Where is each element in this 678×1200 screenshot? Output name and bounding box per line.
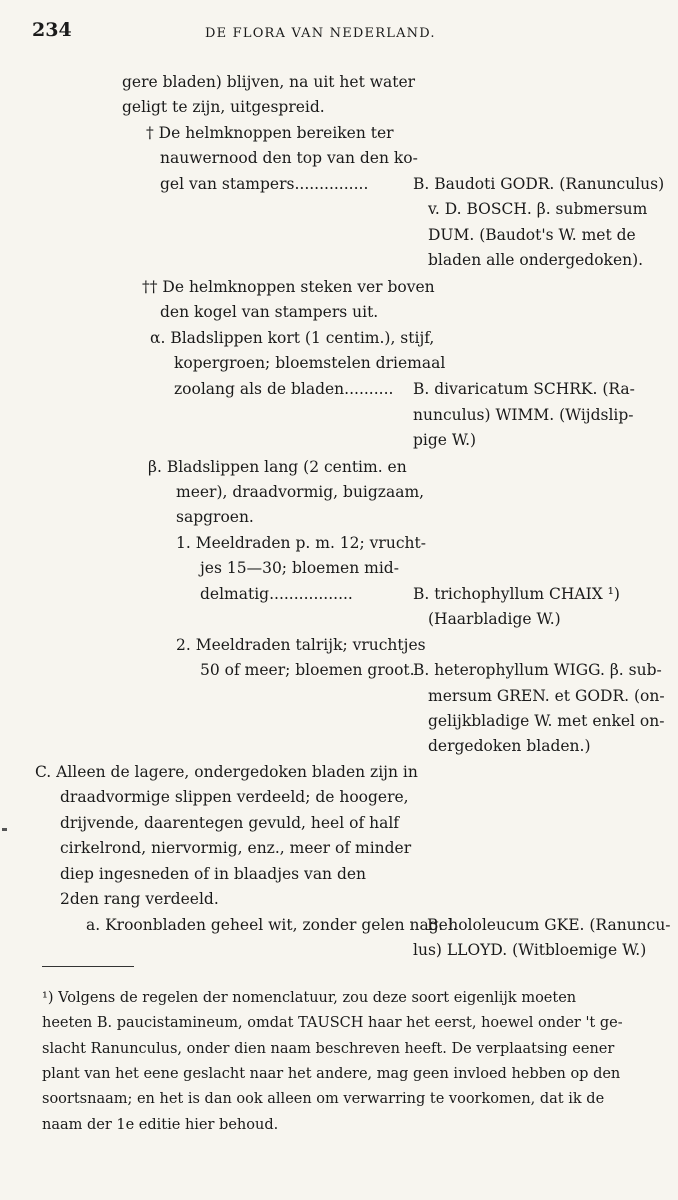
text-line: 50 of meer; bloemen groot. (200, 661, 415, 679)
species-entry: nunculus) WIMM. (Wijdslip- (413, 406, 634, 424)
text-line: sapgroen. (176, 508, 254, 526)
footnote-line: slacht Ranunculus, onder dien naam beschreven heeft. De verplaatsing eener (42, 1041, 615, 1057)
text-line: kopergroen; bloemstelen driemaal (174, 354, 446, 372)
text-line: zoolang als de bladen.......... (174, 380, 394, 398)
footnote-line: heeten B. paucistamineum, omdat TAUSCH haar het eerst, hoewel onder 't ge- (42, 1015, 623, 1031)
text-line: geligt te zijn, uitgespreid. (122, 98, 325, 116)
text-line: den kogel van stampers uit. (160, 303, 379, 321)
text-line: gel van stampers............... (160, 175, 369, 193)
footnote-line: naam der 1e editie hier behoud. (42, 1117, 279, 1133)
species-entry: B. Baudoti GODR. (Ranunculus) (413, 175, 665, 193)
text-line: 2den rang verdeeld. (60, 890, 219, 908)
species-entry: B. heterophyllum WIGG. β. sub- (413, 661, 662, 679)
text-line: meer), draadvormig, buigzaam, (176, 483, 425, 501)
species-entry: pige W.) (413, 431, 477, 449)
text-line: α. Bladslippen kort (1 centim.), stijf, (150, 329, 435, 347)
text-line: delmatig................. (200, 585, 353, 603)
scan-mark (2, 828, 7, 831)
species-entry: dergedoken bladen.) (428, 737, 591, 755)
species-entry: B. trichophyllum CHAIX ¹) (413, 585, 620, 603)
species-entry: bladen alle ondergedoken). (428, 251, 644, 269)
text-line: †† De helmknoppen steken ver boven (142, 278, 435, 296)
footnote-line: ¹) Volgens de regelen der nomenclatuur, zou deze soort eigenlijk moeten (42, 990, 577, 1006)
species-entry: mersum GREN. et GODR. (on- (428, 687, 665, 705)
species-entry: DUM. (Baudot's W. met de (428, 226, 636, 244)
species-entry: B. hololeucum GKE. (Ranuncu- (427, 916, 671, 934)
text-line: diep ingesneden of in blaadjes van den (60, 865, 367, 883)
text-line: drijvende, daarentegen gevuld, heel of half (60, 814, 400, 832)
species-entry: v. D. BOSCH. β. submersum (428, 200, 648, 218)
text-line: 2. Meeldraden talrijk; vruchtjes (176, 636, 426, 654)
text-line: β. Bladslippen lang (2 centim. en (148, 458, 407, 476)
text-line: † De helmknoppen bereiken ter (146, 124, 394, 142)
species-entry: lus) LLOYD. (Witbloemige W.) (413, 941, 647, 959)
text-line: cirkelrond, niervormig, enz., meer of minder (60, 839, 412, 857)
species-entry: (Haarbladige W.) (428, 610, 561, 628)
running-title: DE FLORA VAN NEDERLAND. (205, 26, 436, 41)
text-line: draadvormige slippen verdeeld; de hoogere, (60, 788, 409, 806)
text-line: a. Kroonbladen geheel wit, zonder gelen nagel. (86, 916, 458, 934)
text-line: gere bladen) blijven, na uit het water (122, 73, 416, 91)
text-line: 1. Meeldraden p. m. 12; vrucht- (176, 534, 426, 552)
text-line: nauwernood den top van den ko- (160, 149, 418, 167)
footnote-rule (42, 966, 134, 967)
text-line: C. Alleen de lagere, ondergedoken bladen zijn in (35, 763, 418, 781)
species-entry: B. divaricatum SCHRK. (Ra- (413, 380, 635, 398)
text-line: jes 15—30; bloemen mid- (200, 559, 399, 577)
footnote-line: plant van het eene geslacht naar het andere, mag geen invloed hebben op den (42, 1066, 621, 1082)
species-entry: gelijkbladige W. met enkel on- (428, 712, 665, 730)
page-number: 234 (32, 19, 72, 41)
footnote-line: soortsnaam; en het is dan ook alleen om verwarring te voorkomen, dat ik de (42, 1091, 605, 1107)
